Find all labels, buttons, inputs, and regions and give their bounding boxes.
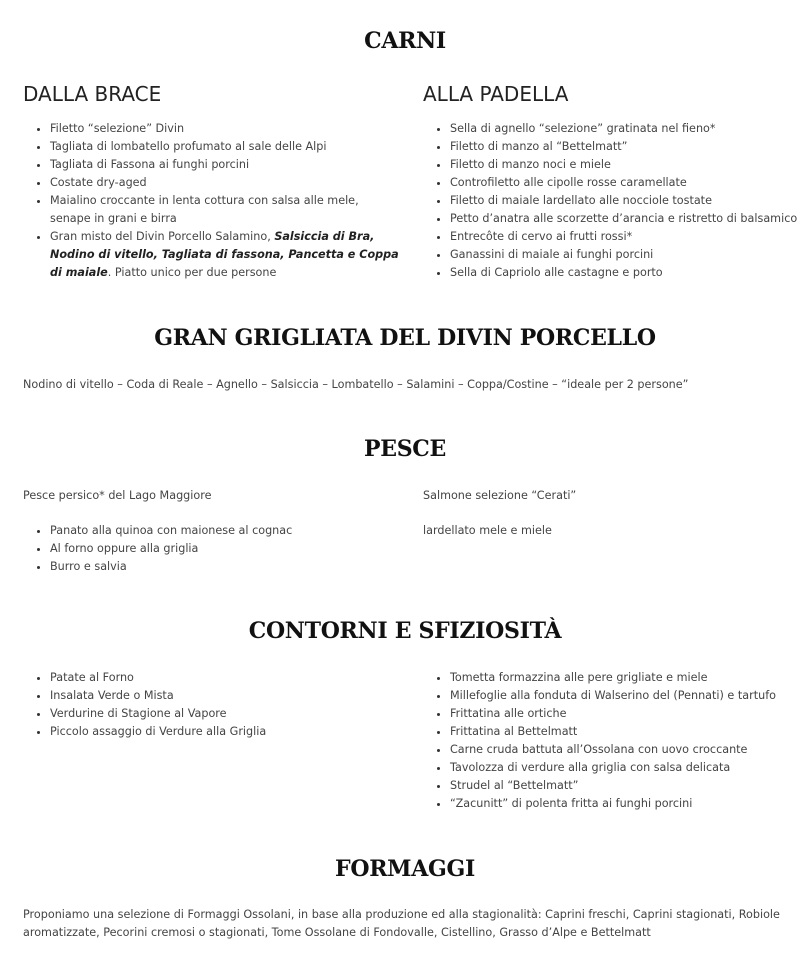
list-item: • Strudel al “Bettelmatt”	[450, 777, 810, 795]
list-item: • Frittatina alle ortiche	[450, 705, 810, 723]
list-item: • Tavolozza di verdure alla griglia con salsa delicata	[450, 759, 810, 777]
list-item: • Piccolo assaggio di Verdure alla Griglia	[50, 723, 402, 741]
list-item: • Sella di agnello “selezione” gratinata nel fieno*	[450, 120, 810, 138]
list-item: • Al forno oppure alla griglia	[50, 540, 402, 558]
list-item: • Tometta formazzina alle pere grigliate e miele	[450, 669, 810, 687]
list-item: • Filetto di manzo noci e miele	[450, 156, 810, 174]
list-item: • Patate al Forno	[50, 669, 402, 687]
list-item: • Frittatina al Bettelmatt	[450, 723, 810, 741]
item-bold-text: Salsiccia di Bra, Nodino di vitello, Tagliata di fassona, Pancetta e Coppa di maiale	[50, 230, 399, 279]
list-item: • Filetto di maiale lardellato alle nocciole tostate	[450, 192, 810, 210]
list-item: • Controfiletto alle cipolle rosse caramellate	[450, 174, 810, 192]
pesce-left-heading: Pesce persico* del Lago Maggiore	[23, 489, 212, 502]
list-alla-padella	[423, 120, 810, 282]
section-title-contorni: CONTORNI E SFIZIOSITÀ	[248, 618, 562, 644]
list-item: • Costate dry-aged	[50, 174, 402, 192]
list-item: • Tagliata di Fassona ai funghi porcini	[50, 156, 402, 174]
section-title-carni: CARNI	[364, 28, 446, 54]
subtitle-alla-padella: ALLA PADELLA	[423, 82, 569, 106]
pesce-right-text: lardellato mele e miele	[423, 524, 552, 537]
list-item: • Burro e salvia	[50, 558, 402, 576]
item-text: Gran misto del Divin Porcello Salamino,	[50, 230, 275, 243]
list-item	[50, 228, 402, 282]
list-pesce-persico	[23, 522, 402, 576]
list-item: • “Zacunitt” di polenta fritta ai funghi porcini	[450, 795, 810, 813]
section-title-grigliata: GRAN GRIGLIATA DEL DIVIN PORCELLO	[154, 325, 656, 351]
list-item: • Millefoglie alla fonduta di Walserino del (Pennati) e tartufo	[450, 687, 810, 705]
list-item: • Filetto “selezione” Divin	[50, 120, 402, 138]
grigliata-text: Nodino di vitello – Coda di Reale – Agnello – Salsiccia – Lombatello – Salamini – Coppa/Costine – “ideale per 2 persone”	[23, 378, 689, 391]
formaggi-text: Proponiamo una selezione di Formaggi Ossolani, in base alla produzione ed alla stagionalità: Caprini freschi, Caprini stagionati, Robiole aromatizzate, Pecorini cremosi o stagionati, Tome Ossolane di Fondovalle, Cistellino, Grasso d’Alpe e Bettelmatt	[23, 908, 780, 939]
list-dalla-brace	[23, 120, 402, 282]
list-item: • Tagliata di lombatello profumato al sale delle Alpi	[50, 138, 402, 156]
list-item: • Insalata Verde o Mista	[50, 687, 402, 705]
pesce-right-heading: Salmone selezione “Cerati”	[423, 489, 577, 502]
list-item: • Filetto di manzo al “Bettelmatt”	[450, 138, 810, 156]
list-item: • Verdurine di Stagione al Vapore	[50, 705, 402, 723]
list-item: • Sella di Capriolo alle castagne e porto	[450, 264, 810, 282]
section-title-formaggi: FORMAGGI	[335, 856, 475, 882]
list-item: • Panato alla quinoa con maionese al cognac	[50, 522, 402, 540]
item-text: . Piatto unico per due persone	[107, 266, 277, 279]
list-item: • Petto d’anatra alle scorzette d’arancia e ristretto di balsamico	[450, 210, 810, 228]
list-contorni	[23, 669, 402, 741]
list-item: • Entrecôte di cervo ai frutti rossi*	[450, 228, 810, 246]
list-item: • Ganassini di maiale ai funghi porcini	[450, 246, 810, 264]
list-sfiziosita	[423, 669, 810, 813]
list-item: • Maialino croccante in lenta cottura con salsa alle mele, senape in grani e birra	[50, 192, 402, 228]
section-title-pesce: PESCE	[364, 436, 446, 462]
list-item: • Carne cruda battuta all’Ossolana con uovo croccante	[450, 741, 810, 759]
subtitle-dalla-brace: DALLA BRACE	[23, 82, 162, 106]
